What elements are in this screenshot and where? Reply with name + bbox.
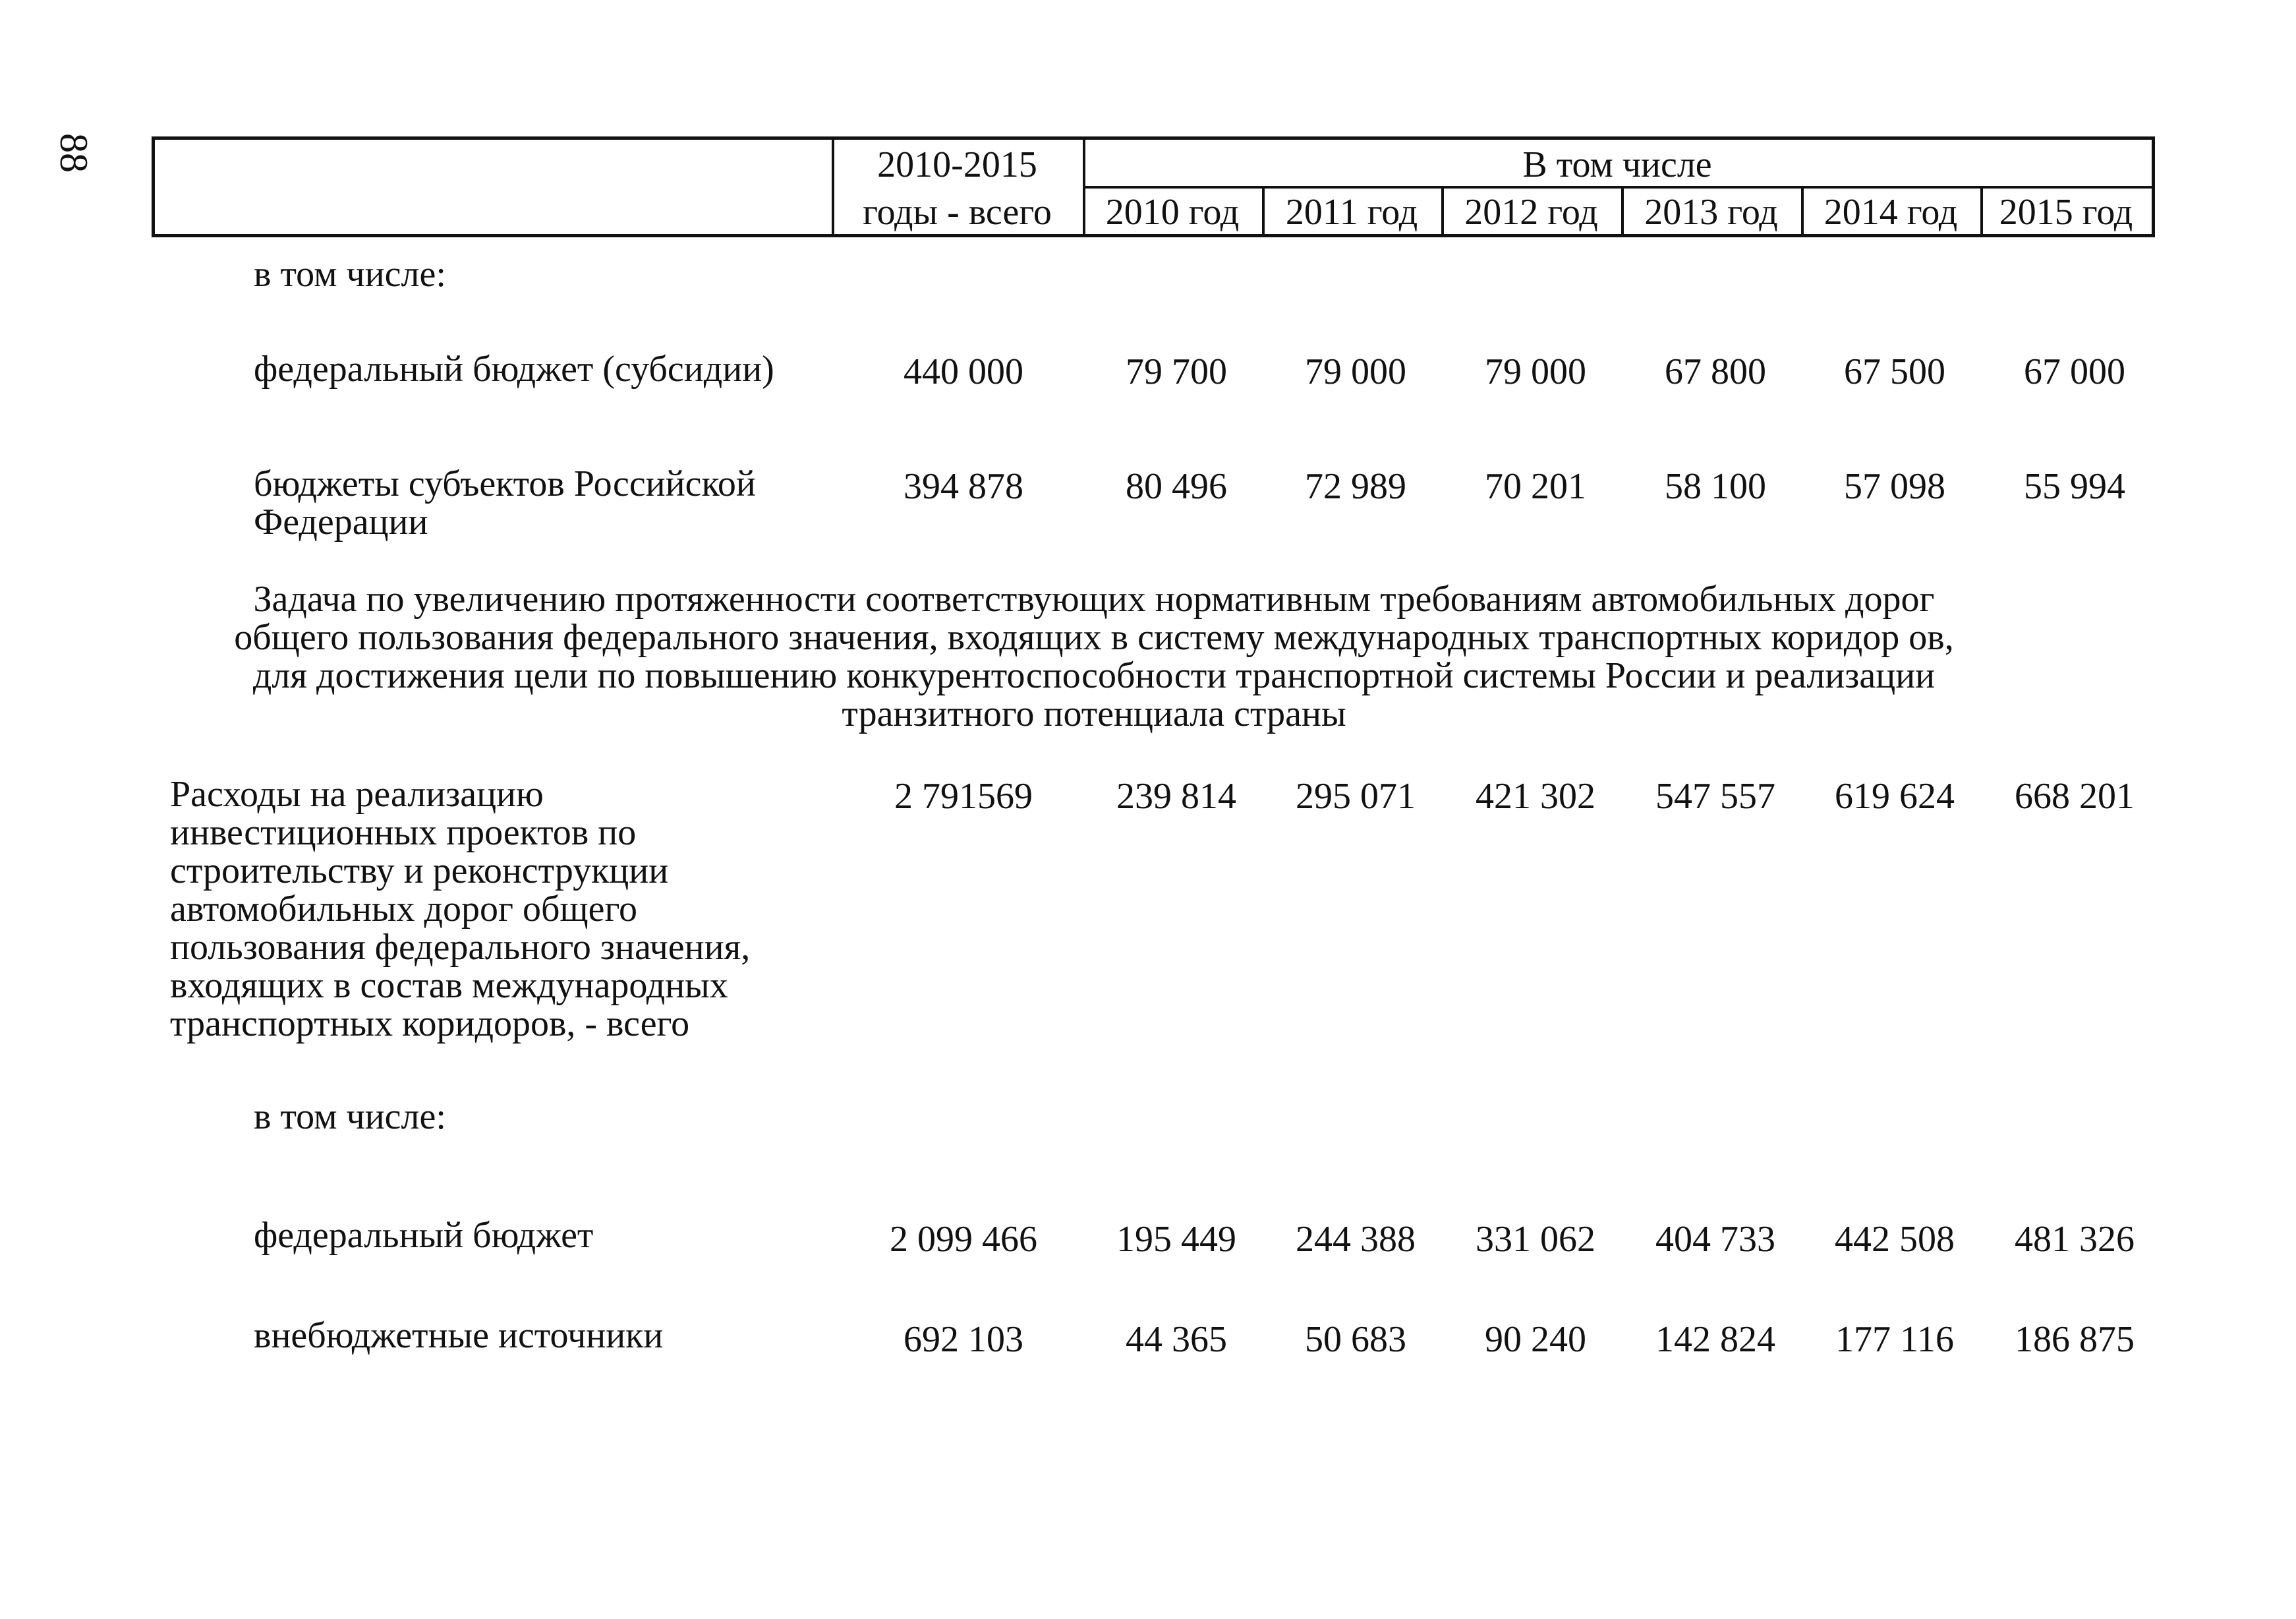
page-number: 88 bbox=[52, 133, 96, 173]
row-value: 481 326 bbox=[2015, 1219, 2135, 1260]
task-heading bbox=[198, 580, 1990, 733]
row-value: 67 800 bbox=[1665, 351, 1766, 392]
row-label-line: строительству и реконструкции bbox=[170, 850, 669, 891]
row-total: 394 878 bbox=[904, 466, 1023, 507]
header-year-2014: 2014 год bbox=[1823, 192, 1958, 233]
row-label bbox=[170, 775, 750, 1043]
row-value: 195 449 bbox=[1116, 1219, 1236, 1260]
row-label: федеральный бюджет bbox=[254, 1215, 594, 1256]
row-value: 57 098 bbox=[1844, 466, 1945, 507]
subheading-including: в том числе: bbox=[254, 1096, 446, 1137]
row-label-line: Расходы на реализацию bbox=[170, 774, 544, 815]
row-label-line: инвестиционных проектов по bbox=[170, 812, 637, 853]
row-value: 44 365 bbox=[1126, 1319, 1227, 1360]
row-label: бюджеты субъектов Российской bbox=[254, 463, 756, 504]
row-label: федеральный бюджет (субсидии) bbox=[254, 349, 774, 390]
row-value: 331 062 bbox=[1476, 1219, 1595, 1260]
header-year-2011: 2011 год bbox=[1285, 192, 1418, 233]
row-value: 90 240 bbox=[1485, 1319, 1586, 1360]
row-value: 295 071 bbox=[1296, 776, 1416, 817]
row-value: 668 201 bbox=[2015, 776, 2135, 817]
row-value: 239 814 bbox=[1116, 776, 1236, 817]
row-value: 80 496 bbox=[1126, 466, 1227, 507]
task-line: Задача по увеличению протяженности соответствующих нормативным требованиям автомобильных дорог bbox=[253, 579, 1935, 620]
row-value: 79 000 bbox=[1485, 351, 1586, 392]
header-year-2013: 2013 год bbox=[1644, 192, 1778, 233]
row-value: 186 875 bbox=[2015, 1319, 2135, 1360]
row-value: 50 683 bbox=[1305, 1319, 1406, 1360]
row-value: 58 100 bbox=[1665, 466, 1766, 507]
row-value: 244 388 bbox=[1296, 1219, 1416, 1260]
task-line: для достижения цели по повышению конкурентоспособности транспортной системы России и реализации bbox=[252, 655, 1936, 696]
task-line: транзитного потенциала страны bbox=[842, 693, 1346, 734]
row-label-line: автомобильных дорог общего bbox=[170, 889, 638, 929]
row-total: 440 000 bbox=[904, 351, 1023, 392]
task-line: общего пользования федерального значения, входящих в систему международных транспортных коридор ов, bbox=[234, 617, 1954, 658]
row-value: 547 557 bbox=[1655, 776, 1775, 817]
row-total: 2 791569 bbox=[894, 776, 1033, 817]
row-value: 67 500 bbox=[1844, 351, 1945, 392]
header-divider bbox=[1083, 186, 2152, 189]
header-total-line2: годы - всего bbox=[863, 192, 1052, 233]
row-label-line: транспортных коридоров, - всего bbox=[170, 1003, 690, 1044]
row-value: 177 116 bbox=[1835, 1319, 1954, 1360]
row-label-line: пользования федерального значения, bbox=[170, 927, 751, 968]
row-value: 142 824 bbox=[1655, 1319, 1775, 1360]
row-value: 79 000 bbox=[1305, 351, 1406, 392]
row-value: 70 201 bbox=[1485, 466, 1586, 507]
row-total: 2 099 466 bbox=[890, 1219, 1037, 1260]
row-value: 404 733 bbox=[1655, 1219, 1775, 1260]
row-value: 619 624 bbox=[1835, 776, 1955, 817]
row-label-line: входящих в состав международных bbox=[170, 965, 728, 1006]
row-value: 72 989 bbox=[1305, 466, 1406, 507]
header-including: В том числе bbox=[1522, 144, 1712, 185]
row-value: 79 700 bbox=[1126, 351, 1227, 392]
row-label: внебюджетные источники bbox=[254, 1315, 664, 1356]
row-value: 55 994 bbox=[2024, 466, 2125, 507]
row-label: Федерации bbox=[254, 502, 428, 543]
header-year-2012: 2012 год bbox=[1464, 192, 1598, 233]
header-total-line1: 2010-2015 bbox=[877, 144, 1037, 185]
header-year-2015: 2015 год bbox=[1999, 192, 2133, 233]
table-header bbox=[152, 136, 2155, 237]
row-total: 692 103 bbox=[904, 1319, 1023, 1360]
row-value: 442 508 bbox=[1835, 1219, 1955, 1260]
row-value: 421 302 bbox=[1476, 776, 1595, 817]
header-year-2010: 2010 год bbox=[1105, 192, 1240, 233]
subheading-including: в том числе: bbox=[254, 254, 446, 295]
row-value: 67 000 bbox=[2024, 351, 2125, 392]
